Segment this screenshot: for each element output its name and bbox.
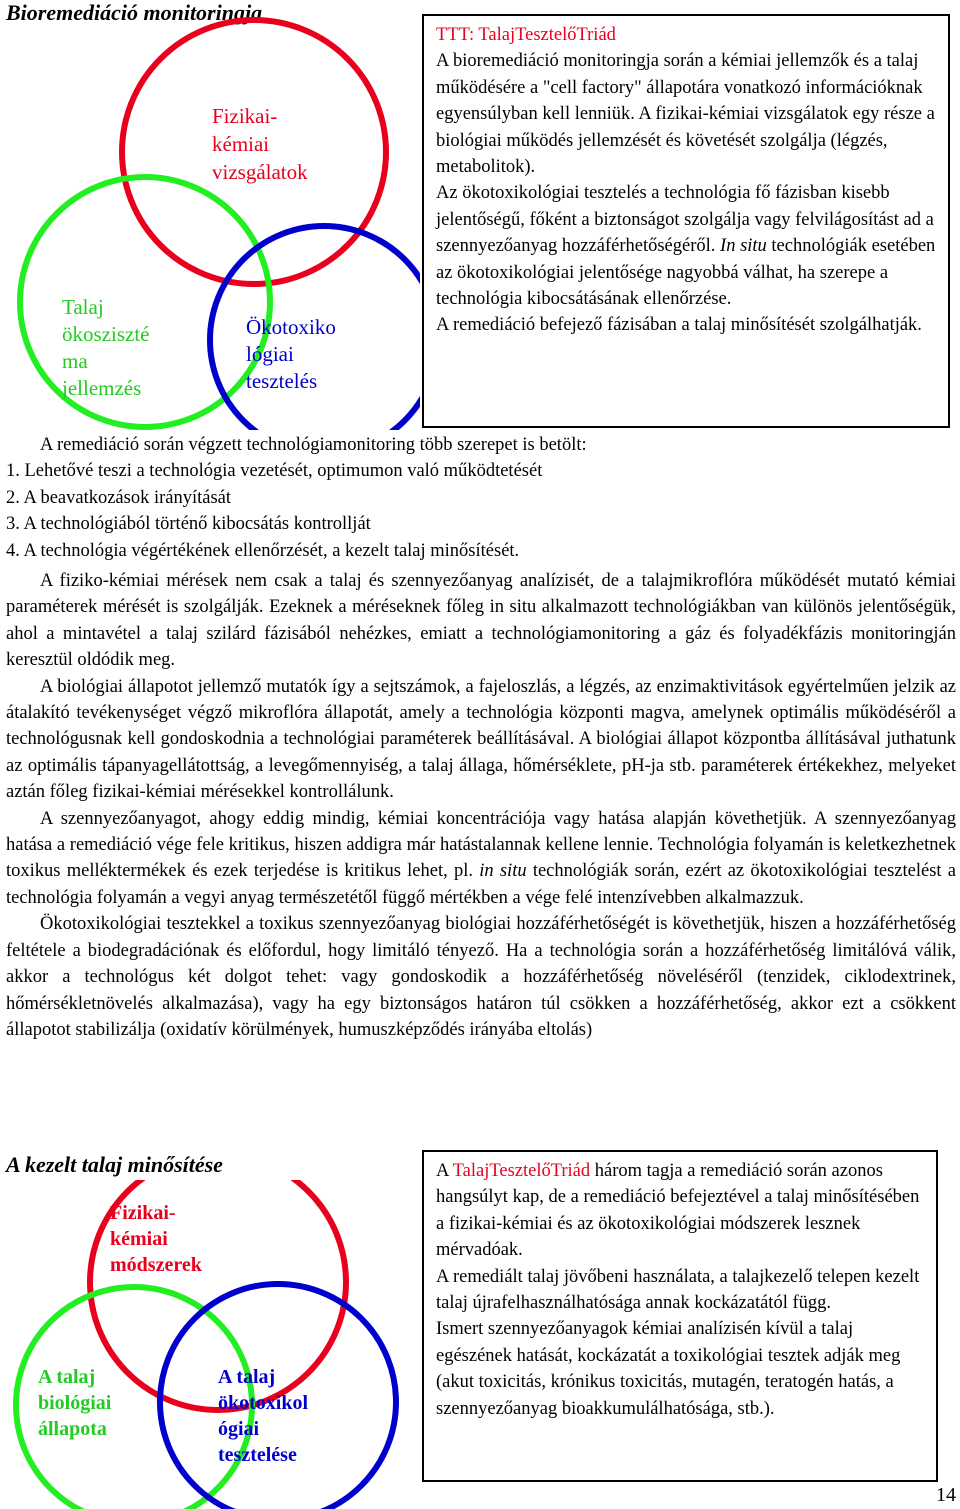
venn-label-ecosystem: Talaj ökoszisztéma jellemzés <box>62 295 150 400</box>
list-item: 2. A beavatkozások irányítását <box>6 487 232 508</box>
venn-label-physchem: Fizikai- kémiai vizsgálatok <box>212 104 308 184</box>
section-heading-monitoring: Bioremediáció monitoringja <box>6 0 263 25</box>
ttt-info-box <box>422 14 950 428</box>
list-item: 3. A technológiából történő kibocsátás kontrollját <box>6 514 371 535</box>
ttt-text-2: Az ökotoxikológiai tesztelés a technológia fő fázisban kisebb jelentőségű, főként a biztonságot szolgálja vagy felvilágosítást ad a szennyezőanyag hozzáférhetőségéről. In situ technológiák esetében az ökotoxikológiai jelentősége nagyobbá válhat, ha szerepe a technológia kibocsátásának ellenőrzése. <box>436 183 936 310</box>
page-number: 14 <box>936 1484 956 1506</box>
venn-diagram-bottom <box>0 1180 420 1509</box>
venn-label-physchem-methods: Fizikai- kémiai módszerek <box>110 1202 202 1276</box>
venn-label-ecotox: Ökotoxikológiai tesztelés <box>246 315 336 393</box>
paragraph-biological: A biológiai állapotot jellemző mutatók így a sejtszámok, a fajeloszlás, a légzés, az enzimaktivitások egyértelműen jelzik az átalakító tevékenységet végző mikroflóra állapotát, amely a technológia központi magva, amelynek optimális működéséről a technológusnak kell gondoskodnia a technológiai paraméterek beállításával. A biológiai állapot központba állításával juthatunk az optimális tápanyagellátottság, a levegőmennyiség, a talaj állaga, hőmérséklete, pH-ja stb. paraméterek értékekhez, melyeket aztán főleg fizikai-kémiai mérésekkel kontrollálunk. <box>6 676 956 803</box>
qual-text-2: A remediált talaj jövőbeni használata, a talajkezelő telepen kezelt talaj újrafelhasználhatósága annak kockázatától függ. <box>436 1266 920 1314</box>
section-heading-qualification: A kezelt talaj minősítése <box>6 1152 223 1177</box>
paragraph-physchem: A fiziko-kémiai mérések nem csak a talaj és szennyezőanyag analízisét, de a talajmikroflóra működését mutató kémiai paraméterek mérését is szolgálják. Ezeknek a méréseknek főleg in situ alkalmazott technológiákban van különös jelentőségük, ahol a mintavétel a talaj szilárd fázisából nehézkes, emiatt a technológiamonitoring a gáz és folyadékfázis monitoringján keresztül oldódik meg. <box>6 571 956 671</box>
list-item: 4. A technológia végértékének ellenőrzését, a kezelt talaj minősítését. <box>6 540 520 561</box>
list-intro: A remediáció során végzett technológiamonitoring több szerepet is betölt: <box>40 435 587 455</box>
paragraph-availability: Ökotoxikológiai tesztekkel a toxikus szennyezőanyag biológiai hozzáférhetőségét is követhetjük, hiszen a hozzáférhetőség feltétele a biodegradációnak és előfordul, hogy limitáló tényező. Ha a technológia során a hozzáférhetőség limitálóvá válik, akkor a technológus két dolgot tehet: vagy gondoskodik a hozzáférhetőség növeléséről (tenzidek, ciklodextrinek, hőmérsékletnövelés alkalmazása), vagy ha egy biztonságos határon túl csökken a hozzáférhetőség, akkor ezt a csökkent állapotot stabilizálja (oxidatív körülmények, humuszképződés irányába eltolás) <box>6 914 956 1040</box>
ttt-text-1: A bioremediáció monitoringja során a kémiai jellemzők és a talaj működésére a "cell factory" állapotára vonatkozó információknak egyensúlyban kell lenniük. A fizikai-kémiai vizsgálatok egy része a biológiai működés jellemzését és követését szolgálja (légzés, metabolitok). <box>436 51 935 178</box>
ttt-title: TTT: TalajTesztelőTriád <box>436 25 616 45</box>
list-item: 1. Lehetővé teszi a technológia vezetését, optimumon való működtetését <box>6 461 543 482</box>
venn-label-ecotox-testing: A talaj ökotoxikol ógiai tesztelése <box>218 1366 309 1466</box>
qual-text-1: A TalajTesztelőTriád három tagja a remediáció során azonos hangsúlyt kap, de a remediáció befejeztével a talaj minősítésében a fizikai-kémiai és az ökotoxikológiai módszerek lesznek mérvadóak. <box>436 1161 920 1261</box>
body-paragraphs <box>6 568 956 1043</box>
paragraph-pollutant: A szennyezőanyagot, ahogy eddig mindig, kémiai koncentrációja vagy hatása alapján követhetjük. A szennyezőanyag hatása a remediáció vége fele kritikus, hiszen addigra már hatástalannak kellene lennie. Technológia folyamán is keletkezhetnek toxikus melléktermékek és ezek terjedése is kritikus lehet, pl. in situ technológiák során, ezért az ökotoxikológiai tesztelést a technológia folyamán a vegyi anyag természetétől függő mértékben a vége felé intenzívebben alkalmazzuk. <box>6 808 957 908</box>
ttt-qualification-box <box>422 1150 938 1482</box>
monitoring-roles-list <box>6 432 956 564</box>
ttt-text-4: A remediáció befejező fázisában a talaj minősítését szolgálhatják. <box>436 315 922 336</box>
venn-label-bio-state: A talaj biológiai állapota <box>38 1366 112 1440</box>
qual-text-3: Ismert szennyezőanyagok kémiai analízisén kívül a talaj egészének hatását, kockázatát a toxikológiai tesztek adják meg (akut toxicitás, krónikus toxicitás, mutagén, teratogén hatás, a szennyezőanyag bioakkumulálhatósága, stb.). <box>436 1319 901 1419</box>
